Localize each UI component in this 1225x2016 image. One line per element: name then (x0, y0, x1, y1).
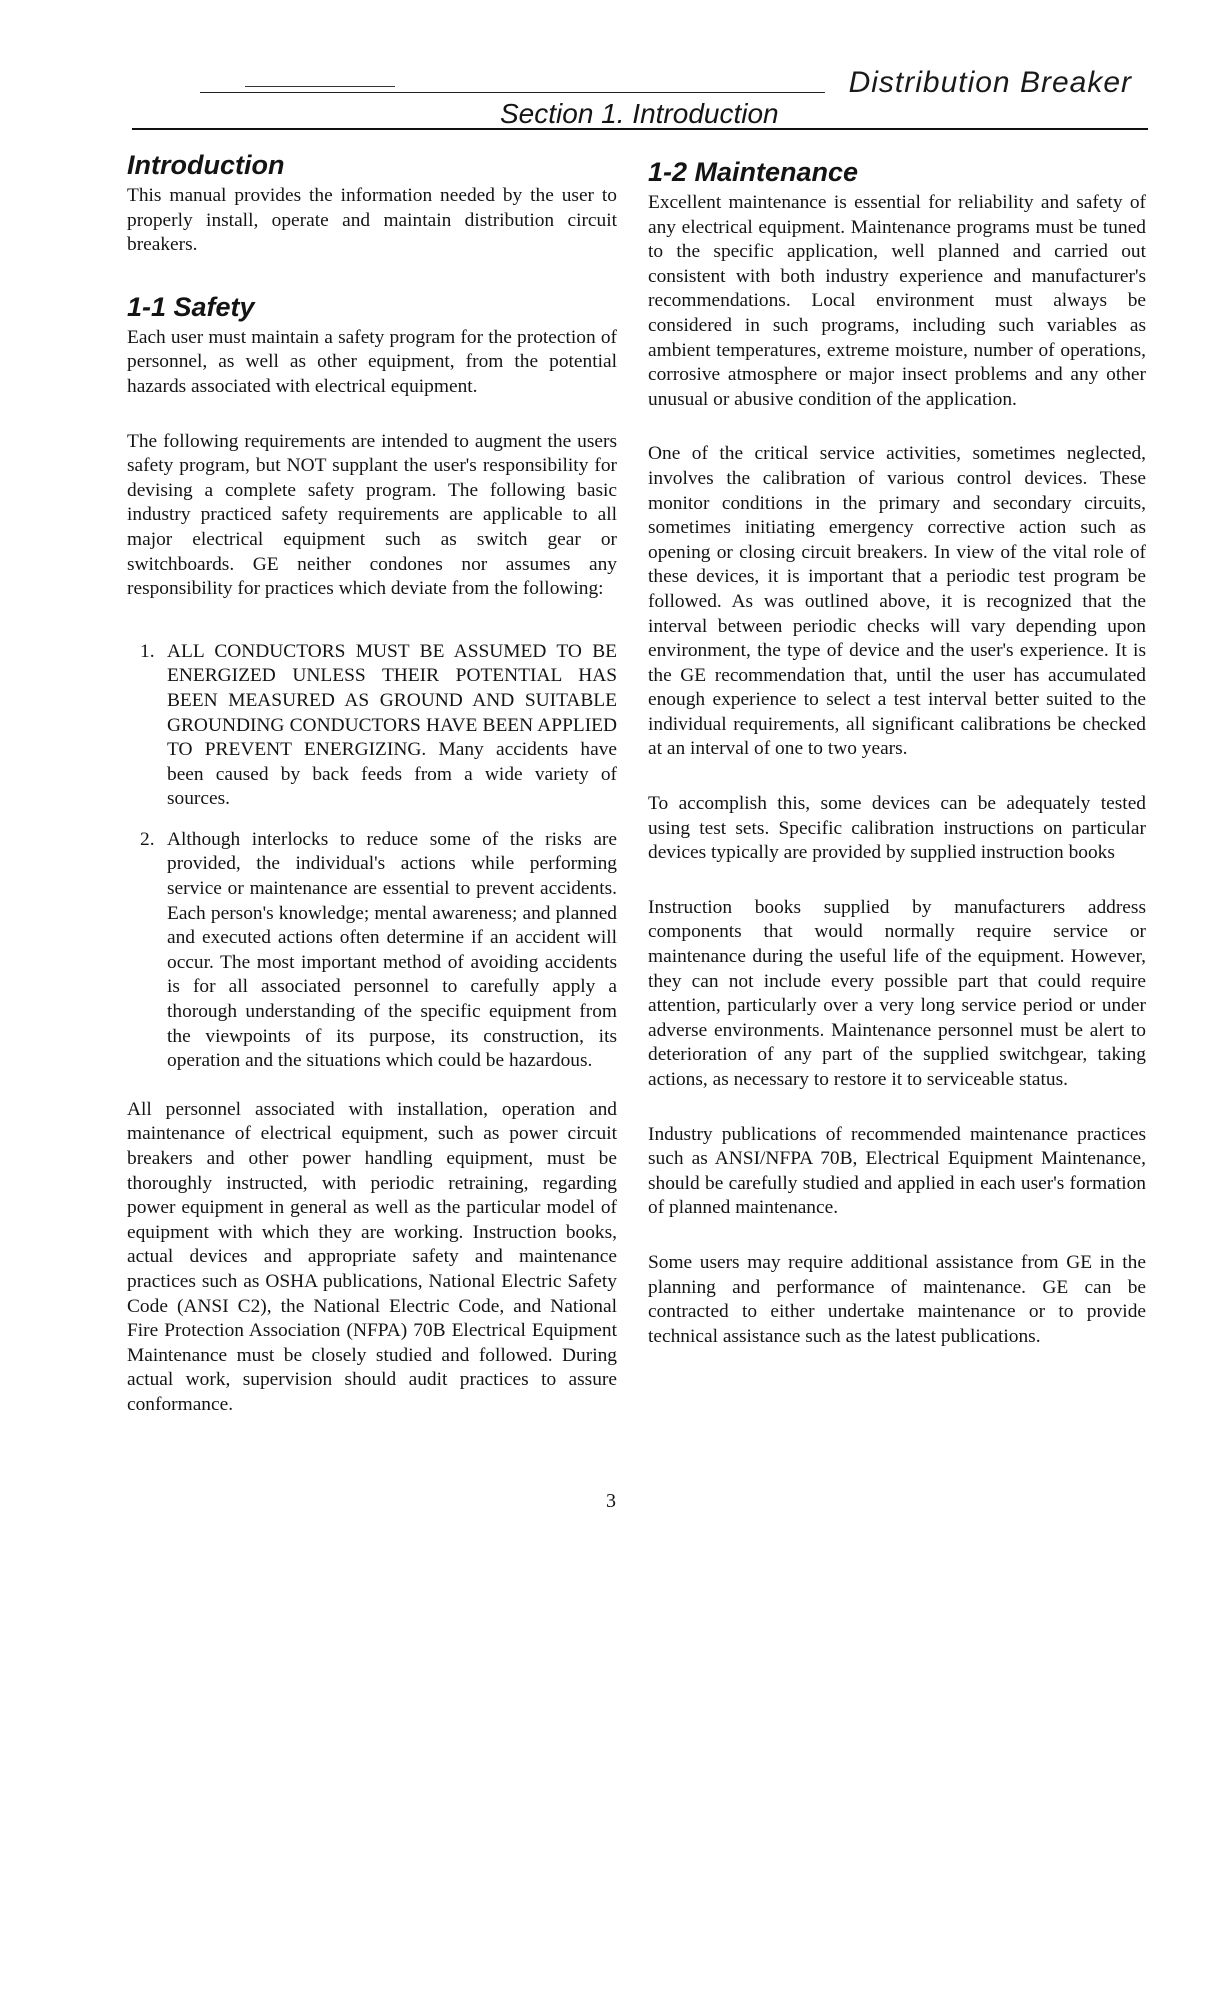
section-title: Section 1. Introduction (500, 98, 779, 129)
list-item-text: ALL CONDUCTORS MUST BE ASSUMED TO BE ENERGIZED UNLESS THEIR POTENTIAL HAS BEEN MEASURED AS GROUND AND SUITABLE GROUNDING CONDUCTORS HAVE BEEN APPLIED TO PREVENT ENERGIZING. Many accidents have been caused by back feeds from a wide variety of sources. (167, 640, 617, 810)
list-item-number: 1. (140, 640, 155, 662)
header-rule-top (200, 92, 825, 93)
left-column (127, 150, 617, 1442)
maintenance-heading: 1-2 Maintenance (648, 157, 859, 187)
introduction-heading: Introduction (127, 150, 285, 180)
safety-paragraph-3: All personnel associated with installation, operation and maintenance of electrical equipment, such as power circuit breakers and other power handling equipment, must be thoroughly instructed, with periodic retraining, regarding power equipment in general as well as the particular model of equipment with which they are working. Instruction books, actual devices and appropriate safety and maintenance practices such as OSHA publications, National Electric Safety Code (ANSI C2), the National Electric Code, and National Fire Protection Association (NFPA) 70B Electrical Equipment Maintenance must be closely studied and followed. During actual work, supervision should audit practices to assure conformance. (127, 1098, 617, 1415)
maintenance-paragraph-6: Some users may require additional assistance from GE in the planning and performance of maintenance. GE can be contracted to either undertake maintenance or to provide technical assistance such as the latest publications. (648, 1251, 1146, 1347)
maintenance-paragraph-1: Excellent maintenance is essential for reliability and safety of any electrical equipment. Maintenance programs must be tuned to the specific application, well planned and carried out consistent with both industry experience and manufacturer's recommendations. Local environment must always be considered in such programs, including such variables as ambient temperatures, extreme moisture, number of operations, corrosive atmosphere or major insect problems and any other unusual or abusive condition of the application. (648, 192, 1146, 410)
maintenance-paragraph-2: One of the critical service activities, sometimes neglected, involves the calibration of various control devices. These monitor conditions in the primary and secondary circuits, sometimes initiating emergency corrective action such as opening or closing circuit breakers. In view of the vital role of these devices, it is important that a periodic test program be followed. As was outlined above, it is recognized that the interval between periodic checks will vary depending upon environment, the type of device and the user's experience. It is the GE recommendation that, until the user has accumulated enough experience to select a test interval better suited to the individual requirements, all significant calibrations be checked at an interval of one to two years. (648, 443, 1146, 760)
list-item-text: Although interlocks to reduce some of the risks are provided, the individual's actions while performing service or maintenance are essential to prevent accidents. Each person's knowledge; mental awareness; and planned and executed actions often determine if an accident will occur. The most important method of avoiding accidents is for all associated personnel to carefully apply a thorough understanding of the specific equipment from the viewpoints of its purpose, its construction, its operation and the situations which could be hazardous. (167, 828, 617, 1072)
maintenance-paragraph-3: To accomplish this, some devices can be adequately tested using test sets. Specific calibration instructions on particular devices typically are provided by supplied instruction books (648, 793, 1146, 864)
list-item (127, 640, 617, 812)
introduction-paragraph: This manual provides the information needed by the user to properly install, operate and maintain distribution circuit breakers. (127, 185, 617, 256)
document-title: Distribution Breaker (848, 66, 1132, 99)
header-rule-short (245, 86, 395, 87)
right-column (648, 157, 1146, 1373)
list-item (127, 828, 617, 1074)
safety-heading: 1-1 Safety (127, 291, 255, 322)
maintenance-paragraph-4: Instruction books supplied by manufacturers address components that would normally require service or maintenance during the useful life of the equipment. However, they can not include every possible part that could require attention, particularly over a very long service period or under adverse environments. Maintenance personnel must be alert to deterioration of any part of the supplied switchgear, taking actions, as necessary to restore it to serviceable status. (648, 896, 1146, 1090)
safety-paragraph-2: The following requirements are intended to augment the users safety program, but NOT supplant the user's responsibility for devising a complete safety program. The following basic industry practiced safety requirements are applicable to all major electrical equipment such as switch gear or switchboards. GE neither condones nor assumes any responsibility for practices which deviate from the following: (127, 430, 617, 600)
page-number: 3 (606, 1490, 616, 1512)
safety-paragraph-1: Each user must maintain a safety program for the protection of personnel, as well as other equipment, from the potential hazards associated with electrical equipment. (127, 326, 617, 397)
page-header (0, 0, 1225, 140)
safety-requirements-list (127, 640, 617, 1074)
list-item-number: 2. (140, 828, 155, 850)
header-rule-main (132, 128, 1148, 130)
maintenance-paragraph-5: Industry publications of recommended maintenance practices such as ANSI/NFPA 70B, Electrical Equipment Maintenance, should be carefully studied and applied in each user's formation of planned maintenance. (648, 1123, 1146, 1219)
